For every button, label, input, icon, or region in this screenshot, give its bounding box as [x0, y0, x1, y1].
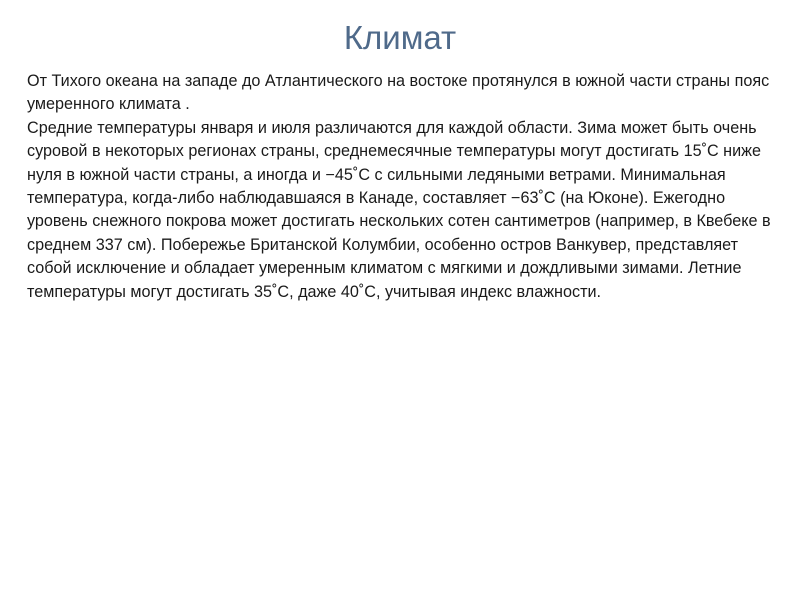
paragraph-temperatures: Средние температуры января и июля различаются для каждой области. Зима может быть очень суровой в некоторых регионах страны, среднемесячные температуры могут достигать 15˚С ниже нуля в южной части страны, а иногда и −45˚С с сильными ледяными ветрами. Минимальная температура, когда-либо наблюдавшаяся в Канаде, составляет −63˚С (на Юконе). Ежегодно уровень снежного покрова может достигать нескольких сотен сантиметров (например, в Квебеке в среднем 337 см). Побережье Британской Колумбии, особенно остров Ванкувер, представляет собой исключение и обладает умеренным климатом с мягкими и дождливыми зимами. Летние температуры могут достигать 35˚С, даже 40˚С, учитывая индекс влажности. [27, 118, 771, 301]
slide-body-text [27, 70, 777, 304]
slide-title: Климат [343, 19, 457, 56]
paragraph-intro: От Тихого океана на западе до Атлантического на востоке протянулся в южной части страны пояс умеренного климата . [27, 72, 770, 114]
